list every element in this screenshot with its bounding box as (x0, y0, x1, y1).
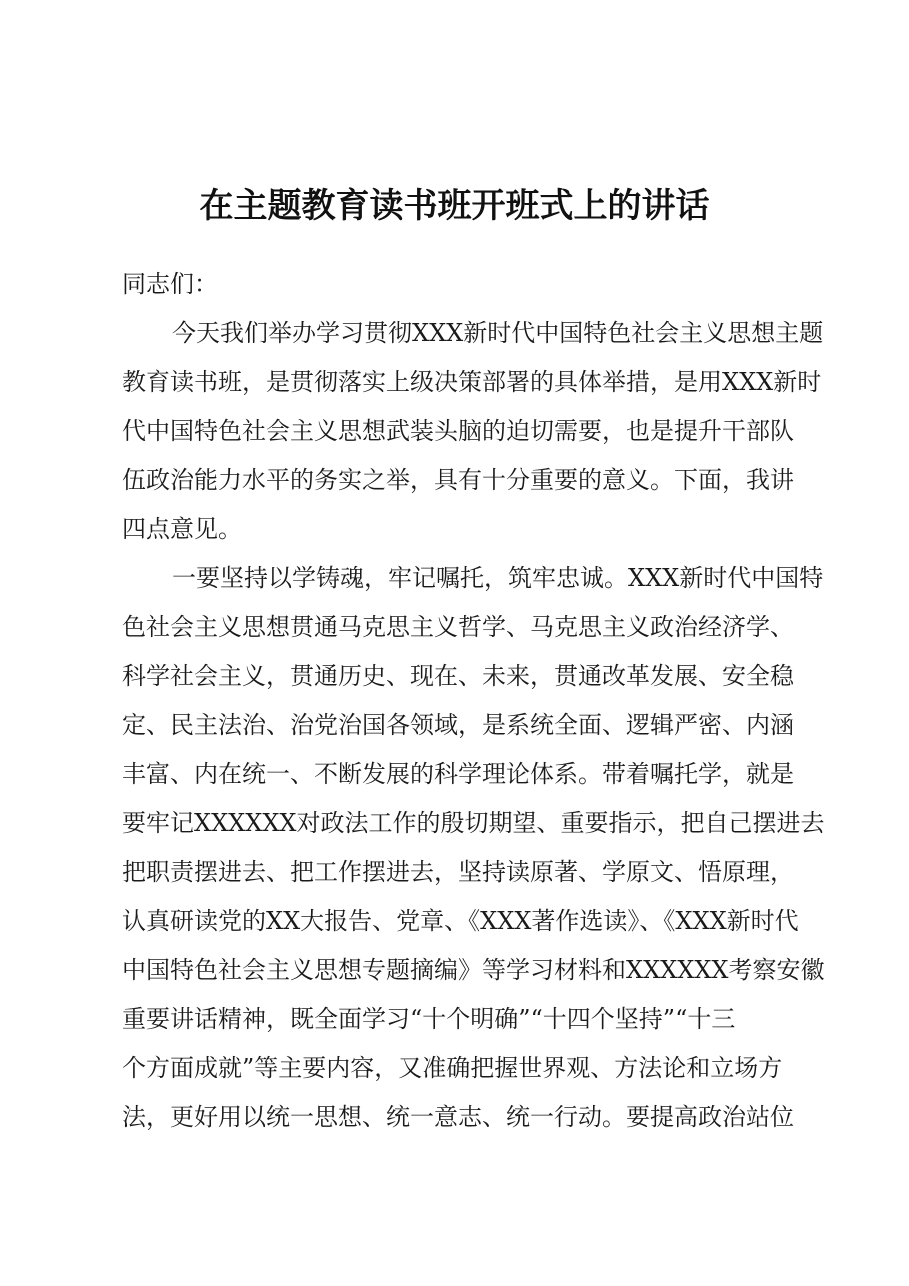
paragraph-line: 认真研读党的XX大报告、党章、《XXX著作选读》、《XXX新时代 (122, 907, 799, 935)
paragraph-line: 今天我们举办学习贯彻XXX新时代中国特色社会主义思想主题 (172, 319, 824, 347)
paragraph-line: 定、民主法治、治党治国各领域，是系统全面、逻辑严密、内涵 (122, 711, 794, 739)
paragraph-line: 丰富、内在统一、不断发展的科学理论体系。带着嘱托学，就是 (122, 760, 794, 788)
paragraph-line: 要牢记XXXXXX对政法工作的殷切期望、重要指示，把自己摆进去 (122, 809, 825, 837)
paragraph-line: 把职责摆进去、把工作摆进去，坚持读原著、学原文、悟原理， (122, 858, 794, 886)
paragraph-line: 四点意见。 (122, 515, 242, 543)
paragraph-line: 科学社会主义，贯通历史、现在、未来，贯通改革发展、安全稳 (122, 662, 794, 690)
paragraph-1 (122, 309, 822, 554)
document-title: 在主题教育读书班开班式上的讲话 (199, 186, 710, 226)
paragraph-line: 一要坚持以学铸魂，牢记嘱托，筑牢忠诚。XXX新时代中国特 (172, 564, 824, 592)
paragraph-line: 中国特色社会主义思想专题摘编》等学习材料和XXXXXX考察安徽 (122, 956, 825, 984)
paragraph-line: 个方面成就”等主要内容，又准确把握世界观、方法论和立场方 (122, 1054, 783, 1082)
paragraph-line: 色社会主义思想贯通马克思主义哲学、马克思主义政治经济学、 (122, 613, 794, 641)
paragraph-line: 代中国特色社会主义思想武装头脑的迫切需要，也是提升干部队 (122, 417, 794, 445)
document-body (122, 260, 825, 1142)
paragraph-line: 教育读书班，是贯彻落实上级决策部署的具体举措，是用XXX新时 (122, 368, 822, 396)
paragraph-line: 法，更好用以统一思想、统一意志、统一行动。要提高政治站位 (122, 1103, 794, 1131)
paragraph-line: 伍政治能力水平的务实之举，具有十分重要的意义。下面，我讲 (122, 466, 794, 494)
salutation: 同志们： (122, 270, 218, 298)
paragraph-2 (122, 554, 825, 1142)
paragraph-line: 重要讲话精神，既全面学习“十个明确”“十四个坚持”“十三 (122, 1005, 736, 1033)
